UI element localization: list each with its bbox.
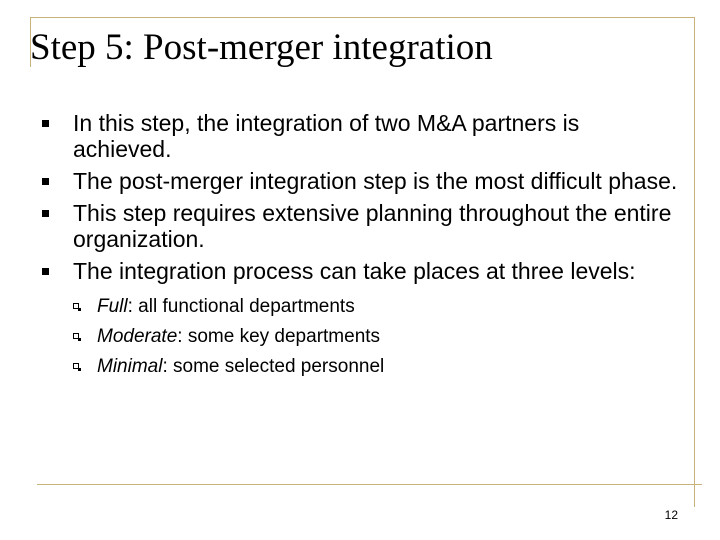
bullet-text: The integration process can take places at three levels: — [73, 258, 636, 284]
bullet-text: In this step, the integration of two M&A partners is achieved. — [73, 110, 580, 162]
square-bullet-icon — [42, 268, 49, 275]
level-term: Moderate — [97, 326, 178, 347]
bottom-rule — [37, 484, 702, 485]
level-item — [73, 292, 682, 322]
hollow-square-bullet-icon — [73, 333, 79, 339]
square-bullet-icon — [42, 178, 49, 185]
hollow-square-bullet-icon — [73, 363, 79, 369]
bullet-item — [42, 258, 682, 382]
level-list — [73, 292, 682, 382]
level-description: : some key departments — [177, 326, 381, 347]
top-rule — [30, 17, 695, 18]
page-number: 12 — [664, 508, 678, 522]
level-item — [73, 322, 682, 352]
level-description: : some selected personnel — [162, 356, 385, 377]
level-term: Minimal — [97, 356, 163, 377]
bullet-text: This step requires extensive planning throughout the entire organization. — [73, 200, 672, 252]
square-bullet-icon — [42, 120, 49, 127]
bullet-text: The post-merger integration step is the most difficult phase. — [73, 168, 678, 194]
level-item — [73, 352, 682, 382]
level-description: : all functional departments — [127, 296, 355, 317]
slide-title: Step 5: Post-merger integration — [30, 27, 493, 68]
right-rule — [694, 17, 695, 507]
square-bullet-icon — [42, 210, 49, 217]
bullet-item — [42, 200, 682, 252]
level-term: Full — [97, 296, 128, 317]
hollow-square-bullet-icon — [73, 303, 79, 309]
bullet-item — [42, 168, 682, 194]
bullet-item — [42, 110, 682, 162]
bullet-list — [42, 110, 682, 388]
